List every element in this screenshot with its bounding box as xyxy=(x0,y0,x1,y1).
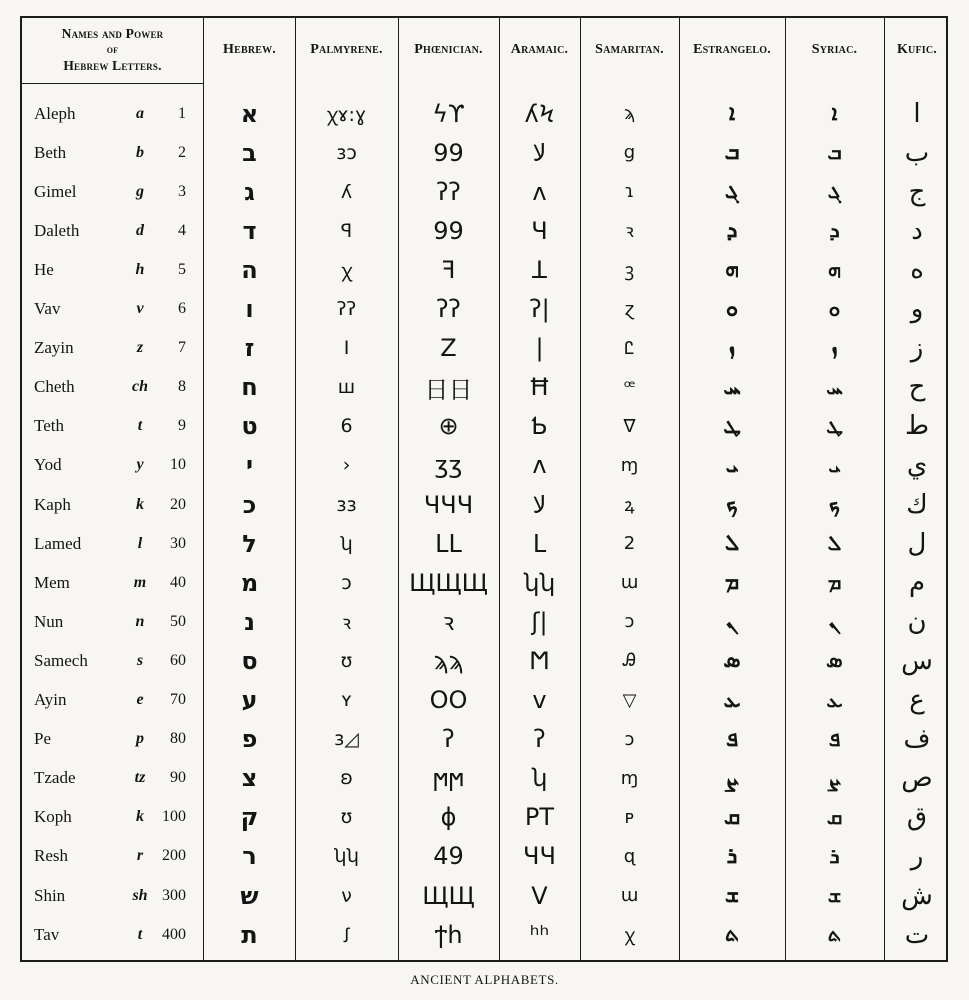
glyph-samaritan: ɔ xyxy=(624,728,635,750)
glyph-aramaic: v xyxy=(532,686,547,714)
glyph-aramaic: ﻻ xyxy=(532,490,547,519)
table-row xyxy=(22,250,946,289)
glyph-kufic: ش xyxy=(901,880,933,911)
letter-name: Zayin xyxy=(34,338,74,358)
letter-name: Tav xyxy=(34,924,60,944)
glyph-kufic: ب xyxy=(904,137,930,168)
glyph-palmyrene: ʊ xyxy=(340,649,353,672)
table-row xyxy=(22,524,946,563)
glyph-samaritan: ∇ xyxy=(623,415,636,437)
letter-power: e xyxy=(136,691,144,708)
glyph-estrangelo: ܣ xyxy=(723,648,741,674)
table-row xyxy=(22,602,946,641)
letter-value: 40 xyxy=(170,573,186,591)
glyph-phoenician: ЩЩ xyxy=(422,881,475,910)
glyph-phoenician: 日日 xyxy=(424,375,473,404)
glyph-palmyrene: I xyxy=(343,337,350,360)
glyph-syriac: ܣ xyxy=(826,648,843,673)
table-row xyxy=(22,485,946,524)
glyph-syriac: ܪ xyxy=(829,843,840,868)
table-row xyxy=(22,563,946,602)
letter-power: m xyxy=(133,573,147,591)
glyph-aramaic: | xyxy=(535,334,544,363)
glyph-kufic: ك xyxy=(906,489,928,520)
letter-power: v xyxy=(136,300,144,317)
letter-value: 90 xyxy=(170,769,186,787)
letter-value: 30 xyxy=(170,534,186,552)
header-names-power xyxy=(22,18,203,82)
glyph-hebrew: ק xyxy=(240,803,259,832)
glyph-kufic: ف xyxy=(903,724,931,755)
letter-value: 5 xyxy=(178,260,186,278)
glyph-phoenician: ϯh xyxy=(434,920,463,949)
glyph-phoenician: ʔʔ xyxy=(436,177,461,206)
table-row xyxy=(22,94,946,133)
header-names-line3: Hebrew Letters. xyxy=(63,58,162,73)
glyph-palmyrene: ꝛ xyxy=(341,611,351,634)
glyph-palmyrene: ʮʮ xyxy=(333,845,360,868)
header-names-line2: of xyxy=(106,44,119,56)
letter-name: Ayin xyxy=(34,690,67,709)
table-row xyxy=(22,681,946,720)
letter-name: Beth xyxy=(34,142,67,162)
glyph-hebrew: מ xyxy=(240,568,259,597)
glyph-palmyrene: ʊ xyxy=(340,806,353,829)
glyph-estrangelo: ܝ xyxy=(725,452,739,478)
glyph-hebrew: ר xyxy=(242,842,257,871)
letter-name: Shin xyxy=(34,885,66,905)
glyph-samaritan: ɯ xyxy=(620,885,639,906)
glyph-estrangelo: ܕ xyxy=(726,218,738,244)
glyph-palmyrene: ʔʔ xyxy=(336,298,357,320)
glyph-kufic: ز xyxy=(910,333,924,364)
glyph-estrangelo: ܗ xyxy=(725,257,739,283)
table-row xyxy=(22,915,946,954)
letter-name: Kaph xyxy=(34,494,71,514)
glyph-kufic: ن xyxy=(907,606,927,637)
glyph-palmyrene: ꭓ xyxy=(341,259,352,282)
header-hebrew: Hebrew. xyxy=(222,42,277,57)
letter-power: k xyxy=(136,495,144,513)
glyph-phoenician: 99 xyxy=(433,216,464,245)
glyph-samaritan: ɿ xyxy=(624,181,635,203)
letter-power: r xyxy=(136,847,144,865)
glyph-syriac: ܕ xyxy=(829,218,840,243)
glyph-hebrew: ש xyxy=(240,881,259,910)
glyph-estrangelo: ܟ xyxy=(726,492,738,517)
glyph-hebrew: צ xyxy=(241,764,258,793)
glyph-aramaic: ЧЧ xyxy=(523,842,556,871)
letter-name: Aleph xyxy=(34,103,76,123)
glyph-kufic: ح xyxy=(908,372,926,403)
letter-value: 8 xyxy=(178,378,186,396)
table-row xyxy=(22,368,946,407)
glyph-estrangelo: ܪ xyxy=(726,843,738,869)
glyph-kufic: ر xyxy=(910,841,924,872)
glyph-hebrew: ד xyxy=(242,216,257,245)
table-row xyxy=(22,133,946,172)
letter-value: 6 xyxy=(178,300,186,317)
glyph-syriac: ܨ xyxy=(827,765,842,790)
table-row xyxy=(22,876,946,915)
glyph-phoenician: ϡϡ xyxy=(433,646,464,675)
glyph-syriac: ܙ xyxy=(831,335,838,360)
glyph-phoenician: OO xyxy=(429,686,468,714)
glyph-kufic: س xyxy=(901,645,933,676)
glyph-samaritan: ▽ xyxy=(622,689,637,711)
glyph-hebrew: א xyxy=(240,99,259,128)
table-row xyxy=(22,446,946,485)
letter-power: l xyxy=(137,534,143,552)
letter-name: Gimel xyxy=(34,181,77,201)
letter-name: Yod xyxy=(34,455,62,475)
glyph-hebrew: ט xyxy=(241,412,258,441)
glyph-kufic: ا xyxy=(913,98,921,129)
letter-name: Samech xyxy=(34,650,88,670)
letter-power: p xyxy=(136,730,144,748)
glyph-syriac: ܩ xyxy=(826,804,843,829)
glyph-syriac: ܚ xyxy=(826,374,843,399)
letter-name: Nun xyxy=(34,611,64,631)
letter-value: 10 xyxy=(170,456,186,474)
glyph-estrangelo: ܦ xyxy=(725,726,739,752)
glyph-estrangelo: ܓ xyxy=(724,179,740,205)
glyph-aramaic: PT xyxy=(524,803,555,832)
glyph-palmyrene: › xyxy=(342,454,351,477)
glyph-aramaic: ʌ xyxy=(532,451,547,480)
glyph-kufic: د xyxy=(911,215,923,246)
glyph-samaritan: 2 xyxy=(623,533,636,555)
glyph-samaritan: ɱ xyxy=(620,767,639,789)
glyph-syriac: ܓ xyxy=(827,179,842,204)
glyph-aramaic: ʃ| xyxy=(531,607,548,636)
glyph-phoenician: ЧЧЧ xyxy=(423,490,474,519)
header-rule xyxy=(22,83,203,84)
glyph-phoenician: ⊕ xyxy=(438,412,459,441)
header-samaritan: Samaritan. xyxy=(595,42,664,57)
glyph-phoenician: ϕ xyxy=(440,803,457,832)
glyph-syriac: ܐ xyxy=(831,101,838,125)
glyph-aramaic: ʌ xyxy=(532,177,547,206)
table-row xyxy=(22,837,946,876)
glyph-estrangelo: ܠ xyxy=(724,531,740,557)
glyph-syriac: ܡ xyxy=(827,570,842,595)
glyph-phoenician: ϟϒ xyxy=(432,99,465,128)
glyph-kufic: ق xyxy=(906,802,928,833)
glyph-samaritan: ɔ xyxy=(624,611,635,633)
glyph-estrangelo: ܢ xyxy=(725,609,738,635)
letter-name: Cheth xyxy=(34,377,75,397)
glyph-samaritan: ꝝ xyxy=(624,494,635,516)
glyph-kufic: ط xyxy=(904,411,930,442)
letter-value: 200 xyxy=(162,847,186,865)
glyph-estrangelo: ܘ xyxy=(725,296,739,322)
glyph-hebrew: ז xyxy=(244,334,255,363)
letter-power: d xyxy=(136,221,144,239)
glyph-aramaic: ﻻ xyxy=(532,138,547,167)
glyph-hebrew: ל xyxy=(242,529,257,558)
glyph-estrangelo: ܒ xyxy=(724,140,740,166)
glyph-phoenician: ʒʒ xyxy=(434,451,463,480)
header-aramaic: Aramaic. xyxy=(510,42,569,57)
glyph-hebrew: ח xyxy=(241,373,258,402)
glyph-samaritan: ɀ xyxy=(624,298,635,320)
glyph-aramaic: ʰʰ xyxy=(529,920,550,949)
letter-power: g xyxy=(136,182,144,200)
letter-power: k xyxy=(136,808,144,826)
letter-name: Mem xyxy=(34,572,70,592)
glyph-samaritan: Ꮭ xyxy=(624,337,635,359)
glyph-hebrew: פ xyxy=(241,725,258,754)
glyph-samaritan: ꝛ xyxy=(625,220,634,242)
letter-power: ch xyxy=(132,378,148,396)
glyph-palmyrene: ɜɜ xyxy=(336,493,357,516)
glyph-estrangelo: ܙ xyxy=(728,335,736,361)
letter-value: 20 xyxy=(170,495,186,513)
glyph-aramaic: ʮ xyxy=(531,764,548,793)
letter-value: 2 xyxy=(178,143,186,161)
glyph-aramaic: Ħ xyxy=(528,373,551,402)
glyph-aramaic: Ϻ xyxy=(529,646,550,675)
glyph-estrangelo: ܡ xyxy=(724,570,740,596)
glyph-samaritan: ɋ xyxy=(623,845,636,867)
letter-power: n xyxy=(135,612,145,630)
header-estrangelo: Estrangelo. xyxy=(693,42,771,57)
glyph-samaritan: ꝫ xyxy=(624,259,635,281)
glyph-syriac: ܛ xyxy=(826,413,843,438)
glyph-phoenician: ЩЩЩ xyxy=(409,568,488,597)
glyph-palmyrene: ʏ xyxy=(340,689,353,711)
header-phoenician: Phœnician. xyxy=(414,42,483,57)
glyph-syriac: ܗ xyxy=(827,257,842,282)
letter-power: s xyxy=(136,651,144,669)
glyph-syriac: ܫ xyxy=(827,883,842,907)
table-row xyxy=(22,407,946,446)
letter-value: 3 xyxy=(178,182,186,200)
glyph-aramaic: ʎϞ xyxy=(524,99,555,128)
glyph-palmyrene: ɔ xyxy=(341,571,352,594)
letter-name: Koph xyxy=(34,807,72,827)
glyph-palmyrene: ν xyxy=(341,884,352,907)
glyph-aramaic: ʔ| xyxy=(529,295,550,323)
header-names-line1: Names and Power xyxy=(61,26,164,41)
letter-power: b xyxy=(136,143,144,161)
glyph-kufic: ه xyxy=(910,254,924,285)
alphabet-table xyxy=(20,16,948,962)
glyph-estrangelo: ܫ xyxy=(724,883,740,908)
glyph-kufic: و xyxy=(910,294,924,324)
letter-value: 80 xyxy=(170,730,186,748)
glyph-syriac: ܒ xyxy=(827,140,842,165)
glyph-samaritan: Ꭿ xyxy=(622,650,636,672)
glyph-kufic: ت xyxy=(904,919,930,950)
glyph-phoenician: ʔʔ xyxy=(436,295,461,323)
glyph-palmyrene: ꟺ xyxy=(337,376,356,399)
table-row xyxy=(22,329,946,368)
glyph-hebrew: כ xyxy=(242,490,257,519)
glyph-aramaic: Ƅ xyxy=(531,412,548,441)
glyph-palmyrene: ꟼ xyxy=(340,219,353,242)
glyph-syriac: ܠ xyxy=(827,531,842,556)
table-row xyxy=(22,798,946,837)
glyph-aramaic: V xyxy=(531,881,548,910)
glyph-hebrew: ב xyxy=(242,138,257,167)
glyph-kufic: ع xyxy=(909,685,925,715)
glyph-aramaic: ꓕ xyxy=(532,255,547,284)
figure-caption: ANCIENT ALPHABETS. xyxy=(410,972,559,987)
glyph-syriac: ܟ xyxy=(828,492,841,516)
glyph-syriac: ܘ xyxy=(828,296,841,321)
glyph-aramaic: ᒪ xyxy=(532,529,547,558)
glyph-syriac: ܢ xyxy=(828,609,841,634)
glyph-phoenician: ϻϻ xyxy=(432,764,465,793)
glyph-palmyrene: ɜ◿ xyxy=(334,728,359,751)
glyph-kufic: ي xyxy=(906,450,928,481)
glyph-samaritan: ꟹ xyxy=(623,376,636,398)
glyph-phoenician: ꝛ xyxy=(442,608,455,637)
glyph-phoenician: Z xyxy=(440,334,457,363)
glyph-syriac: ܥ xyxy=(826,687,843,712)
letter-name: Lamed xyxy=(34,533,82,553)
letter-value: 60 xyxy=(170,651,186,669)
glyph-estrangelo: ܛ xyxy=(723,413,741,439)
letter-power: y xyxy=(136,456,144,474)
glyph-syriac: ܦ xyxy=(828,726,841,751)
glyph-phoenician: ꟻ xyxy=(441,255,456,284)
glyph-aramaic: Ч xyxy=(531,216,548,245)
glyph-samaritan: ꭓ xyxy=(624,924,635,946)
glyph-hebrew: י xyxy=(245,451,254,480)
glyph-palmyrene: ꭍ xyxy=(343,924,350,947)
glyph-palmyrene: ꭓɤ꞉ɣ xyxy=(326,103,367,126)
letter-power: tz xyxy=(134,769,146,787)
glyph-estrangelo: ܬ xyxy=(724,922,740,948)
glyph-hebrew: ג xyxy=(244,177,255,206)
glyph-aramaic: ʔ xyxy=(533,725,546,754)
glyph-kufic: ج xyxy=(908,176,926,207)
glyph-hebrew: ע xyxy=(241,686,258,714)
glyph-phoenician: ᒪᒪ xyxy=(435,529,462,558)
header-kufic: Kufic. xyxy=(896,42,938,57)
letter-power: sh xyxy=(132,886,148,904)
letter-value: 4 xyxy=(178,221,186,239)
glyph-palmyrene: ʮ xyxy=(340,532,353,555)
letter-power: h xyxy=(135,260,145,278)
glyph-estrangelo: ܥ xyxy=(723,687,741,713)
letter-value: 7 xyxy=(178,339,186,357)
letter-value: 100 xyxy=(162,808,186,826)
glyph-syriac: ܝ xyxy=(828,452,841,477)
glyph-phoenician: 99 xyxy=(433,138,464,167)
glyph-palmyrene: ʚ xyxy=(340,767,353,790)
glyph-kufic: ل xyxy=(907,528,927,559)
glyph-samaritan: ɱ xyxy=(620,454,639,476)
glyph-estrangelo: ܨ xyxy=(725,765,739,791)
glyph-palmyrene: ʎ xyxy=(340,180,353,203)
glyph-estrangelo: ܩ xyxy=(723,804,741,830)
table-row xyxy=(22,211,946,250)
letter-value: 9 xyxy=(178,417,186,435)
glyph-phoenician: ʔ xyxy=(442,725,455,754)
table-row xyxy=(22,641,946,680)
table-row xyxy=(22,759,946,798)
table-row xyxy=(22,290,946,329)
glyph-estrangelo: ܚ xyxy=(723,374,741,400)
glyph-kufic: ص xyxy=(901,763,933,794)
glyph-hebrew: ת xyxy=(241,920,258,949)
letter-name: Resh xyxy=(34,846,68,866)
letter-name: Vav xyxy=(34,299,61,318)
glyph-samaritan: ᴘ xyxy=(624,806,635,828)
glyph-phoenician: 49 xyxy=(433,842,464,871)
glyph-palmyrene: ɜɔ xyxy=(336,141,357,164)
glyph-hebrew: ה xyxy=(241,255,258,284)
header-palmyrene: Palmyrene. xyxy=(310,42,383,57)
letter-power: t xyxy=(137,925,143,943)
glyph-hebrew: נ xyxy=(244,607,255,636)
letter-power: t xyxy=(137,417,143,435)
glyph-kufic: م xyxy=(908,567,926,598)
letter-value: 50 xyxy=(170,612,186,630)
letter-name: He xyxy=(34,259,54,279)
letter-name: Pe xyxy=(34,729,51,749)
letter-name: Tzade xyxy=(34,768,76,788)
table-row xyxy=(22,720,946,759)
glyph-palmyrene: 6 xyxy=(340,415,353,438)
glyph-samaritan: ϡ xyxy=(623,103,636,124)
glyph-samaritan: ց xyxy=(623,142,636,164)
glyph-hebrew: ו xyxy=(245,295,254,323)
letter-power: z xyxy=(136,339,144,357)
glyph-hebrew: ס xyxy=(241,646,258,675)
glyph-syriac: ܬ xyxy=(827,922,842,947)
letter-value: 300 xyxy=(162,886,186,904)
letter-name: Teth xyxy=(34,416,64,436)
letter-value: 1 xyxy=(178,104,186,122)
letter-value: 400 xyxy=(162,925,186,943)
letter-power: a xyxy=(136,104,144,122)
glyph-samaritan: ɯ xyxy=(620,572,639,594)
glyph-aramaic: ʮʮ xyxy=(523,568,556,597)
letter-name: Daleth xyxy=(34,220,80,240)
glyph-estrangelo: ܐ xyxy=(728,101,736,126)
letter-value: 70 xyxy=(170,691,186,708)
table-row xyxy=(22,172,946,211)
header-syriac: Syriac. xyxy=(811,42,858,57)
